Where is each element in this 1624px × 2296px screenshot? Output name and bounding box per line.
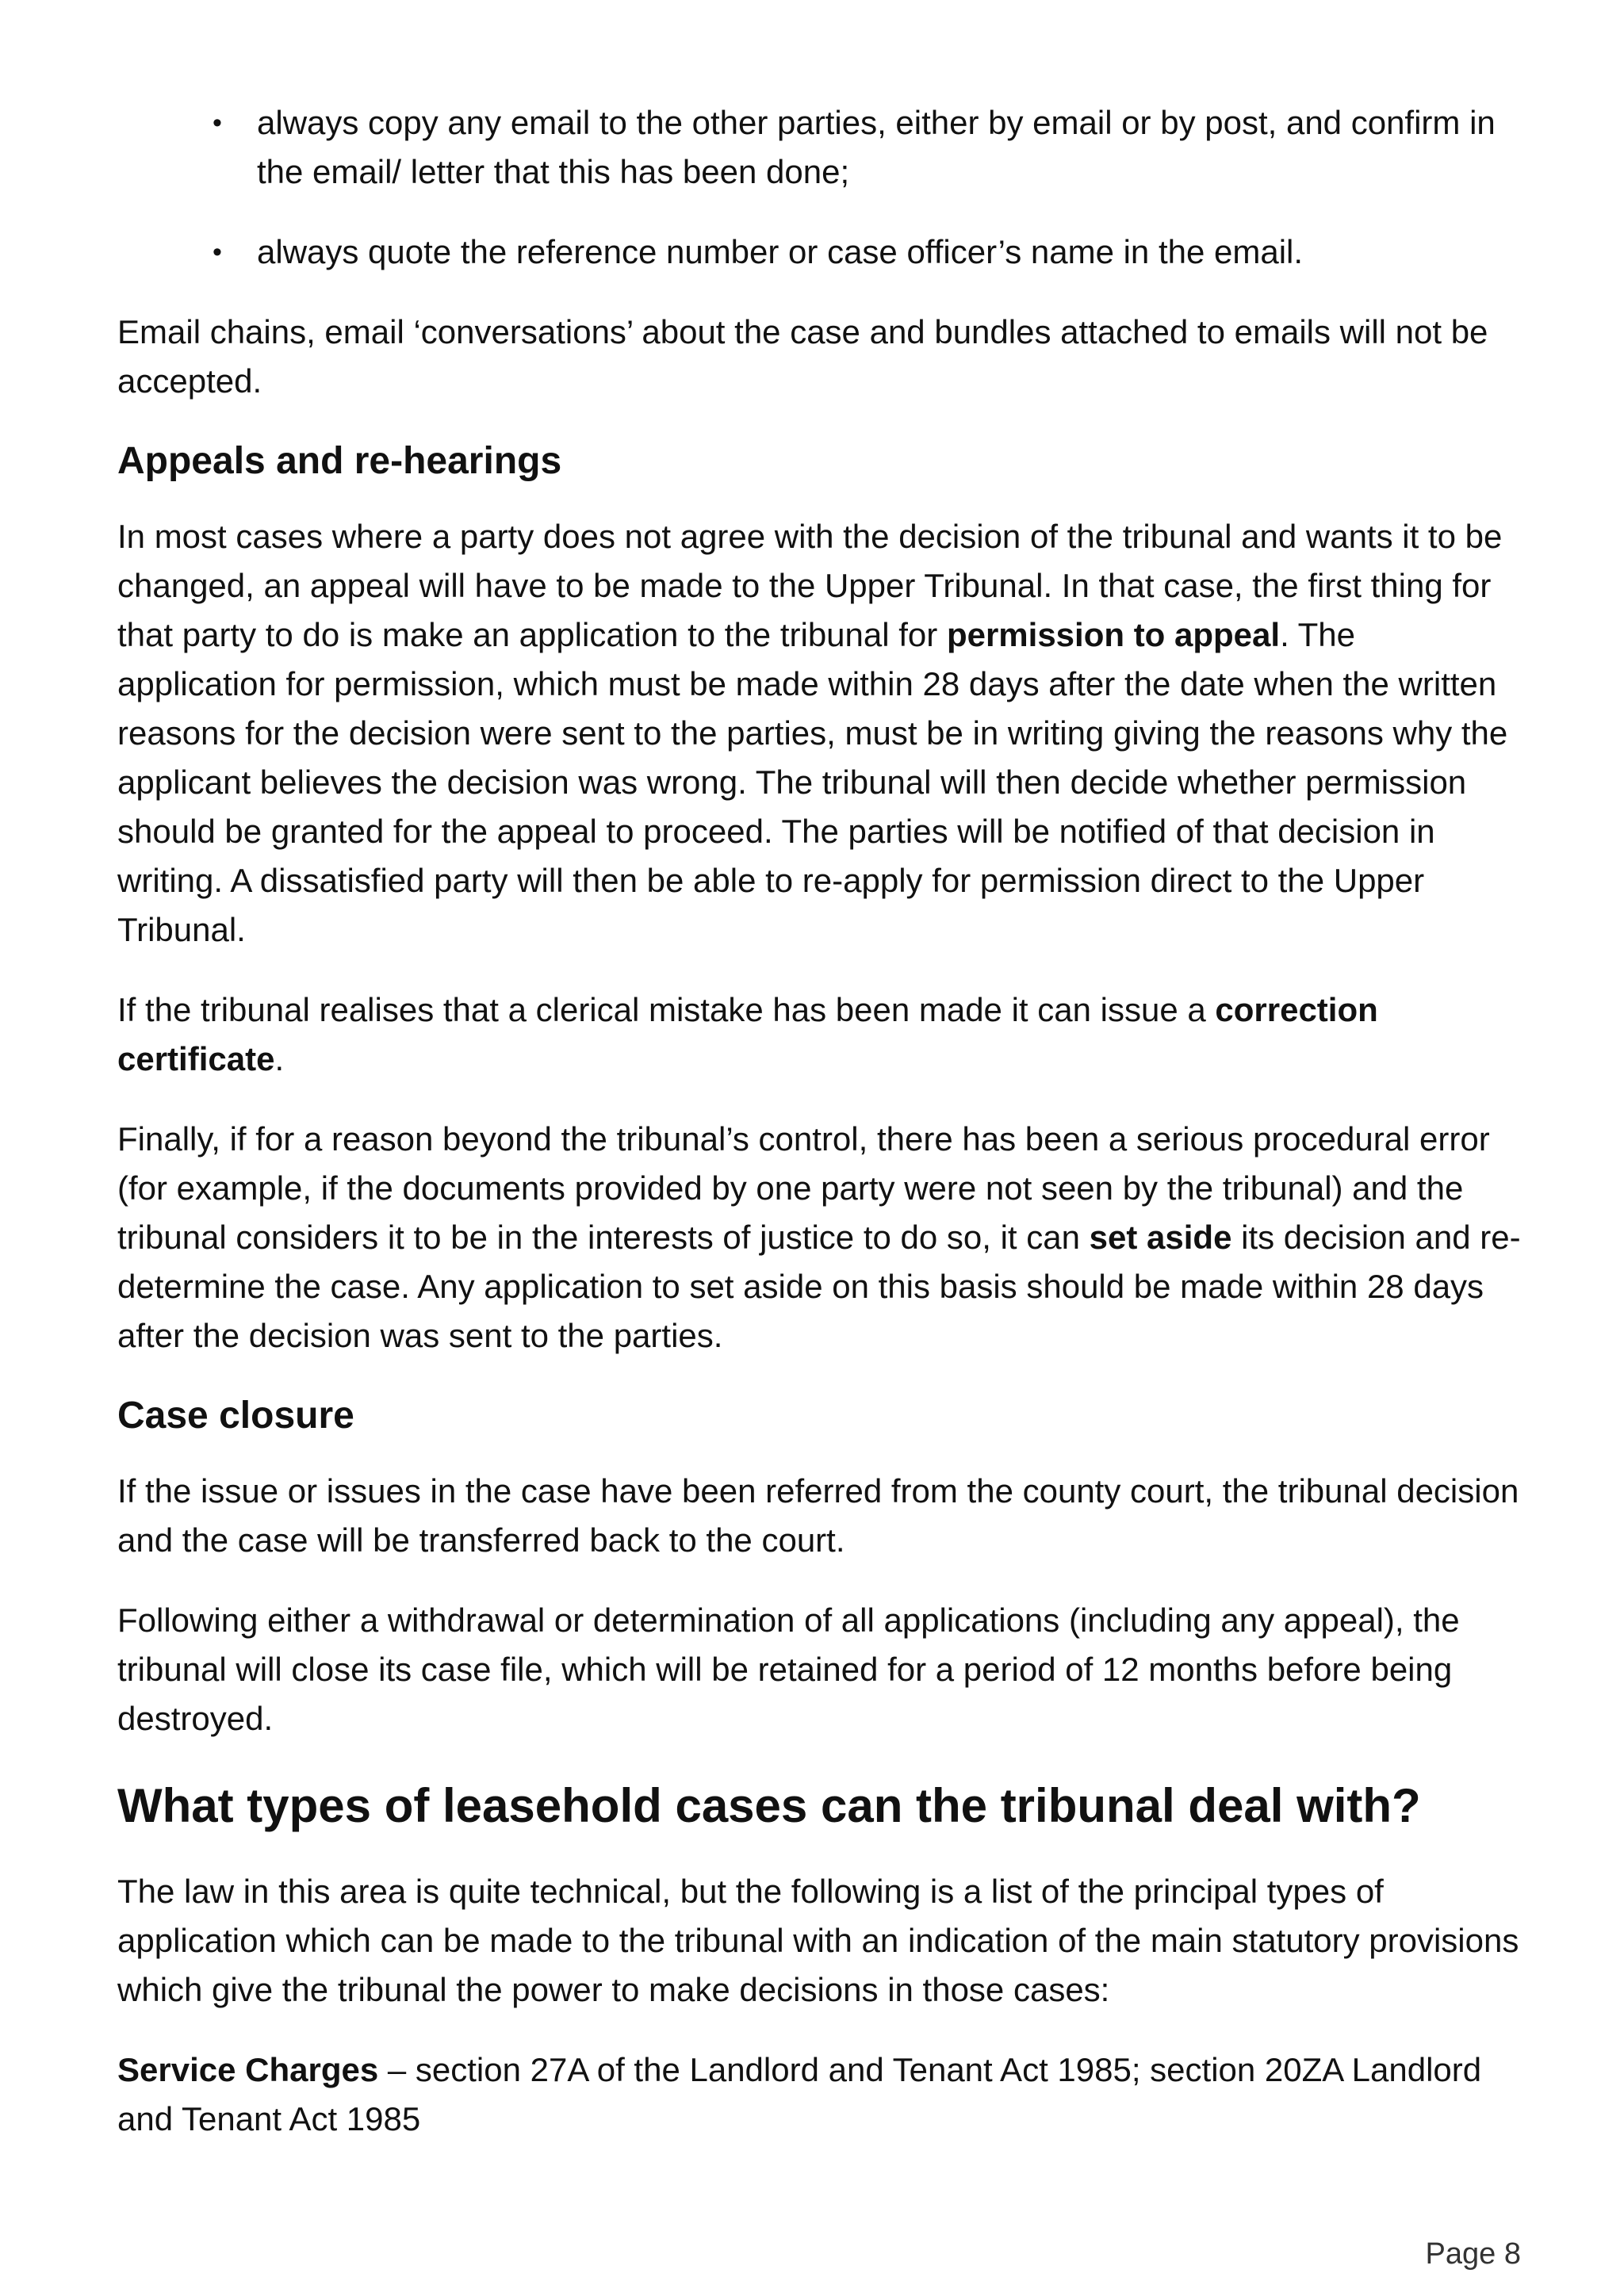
bold-term: permission to appeal bbox=[946, 616, 1281, 653]
bullet-dot-icon: • bbox=[213, 237, 222, 267]
closure-paragraph-1: If the issue or issues in the case have been referred from the county court, the tribunal decision and the case will be transferred back to the court. bbox=[117, 1472, 1519, 1559]
text-run: In most cases where a party does not agree with the decision of the tribunal and wants it to be changed, an appeal will have to be made to the Upper Tribunal. In that case, the first thing for that party to do is make an application to the tribunal for bbox=[117, 518, 1503, 653]
text-run: . The application for permission, which must be made within 28 days after the date when the written reasons for the decision were sent to the parties, must be in writing giving the reasons why the applicant believes the decision was wrong. The tribunal will then decide whether permission should be granted for the appeal to proceed. The parties will be notified of that decision in writing. A dissatisfied party will then be able to re-apply for permission direct to the Upper Tribunal. bbox=[117, 616, 1508, 948]
text-run: . bbox=[274, 1040, 285, 1077]
bullet-item bbox=[117, 98, 1521, 197]
bold-term: correction certificate bbox=[117, 991, 1378, 1077]
page-number: Page 8 bbox=[1425, 2237, 1521, 2271]
text-run: Finally, if for a reason beyond the tribunal’s control, there has been a serious procedural error (for example, if the documents provided by one party were not seen by the tribunal) and the tribunal considers it to be in the interests of justice to do so, it can bbox=[117, 1120, 1490, 1256]
text-run: – section 27A of the Landlord and Tenant Act 1985; section 20ZA Landlord and Tenant Act 1985 bbox=[117, 2051, 1482, 2137]
service-charges-paragraph bbox=[117, 2045, 1521, 2144]
types-heading: What types of leasehold cases can the tribunal deal with? bbox=[117, 1779, 1421, 1832]
appeals-paragraph-2 bbox=[117, 985, 1521, 1084]
closure-paragraph-2: Following either a withdrawal or determination of all applications (including any appeal), the tribunal will close its case file, which will be retained for a period of 12 months before being destroyed. bbox=[117, 1601, 1460, 1737]
text-run: its decision and re-determine the case. Any application to set aside on this basis should be made within 28 days after the decision was sent to the parties. bbox=[117, 1219, 1521, 1354]
closure-heading: Case closure bbox=[117, 1395, 354, 1437]
text-run: If the tribunal realises that a clerical mistake has been made it can issue a bbox=[117, 991, 1216, 1028]
bullet-dot-icon: • bbox=[213, 108, 222, 138]
bullet-text: always quote the reference number or case officer’s name in the email. bbox=[257, 233, 1304, 270]
bullet-text: always copy any email to the other parties, either by email or by post, and confirm in the email/ letter that this has been done; bbox=[257, 104, 1496, 190]
appeals-paragraph-1 bbox=[117, 512, 1521, 955]
bold-term: Service Charges bbox=[117, 2051, 379, 2088]
types-intro-paragraph: The law in this area is quite technical, but the following is a list of the principal types of application which can be made to the tribunal with an indication of the main statutory provisions which give the tribunal the power to make decisions in those cases: bbox=[117, 1873, 1519, 2008]
email-chains-paragraph: Email chains, email ‘conversations’ about the case and bundles attached to emails will not be accepted. bbox=[117, 313, 1488, 400]
appeals-heading: Appeals and re-hearings bbox=[117, 440, 562, 482]
document-page bbox=[117, 98, 1521, 2175]
bullet-list bbox=[117, 98, 1521, 277]
appeals-paragraph-3 bbox=[117, 1115, 1521, 1360]
bold-term: set aside bbox=[1089, 1219, 1232, 1256]
bullet-item bbox=[117, 228, 1521, 277]
